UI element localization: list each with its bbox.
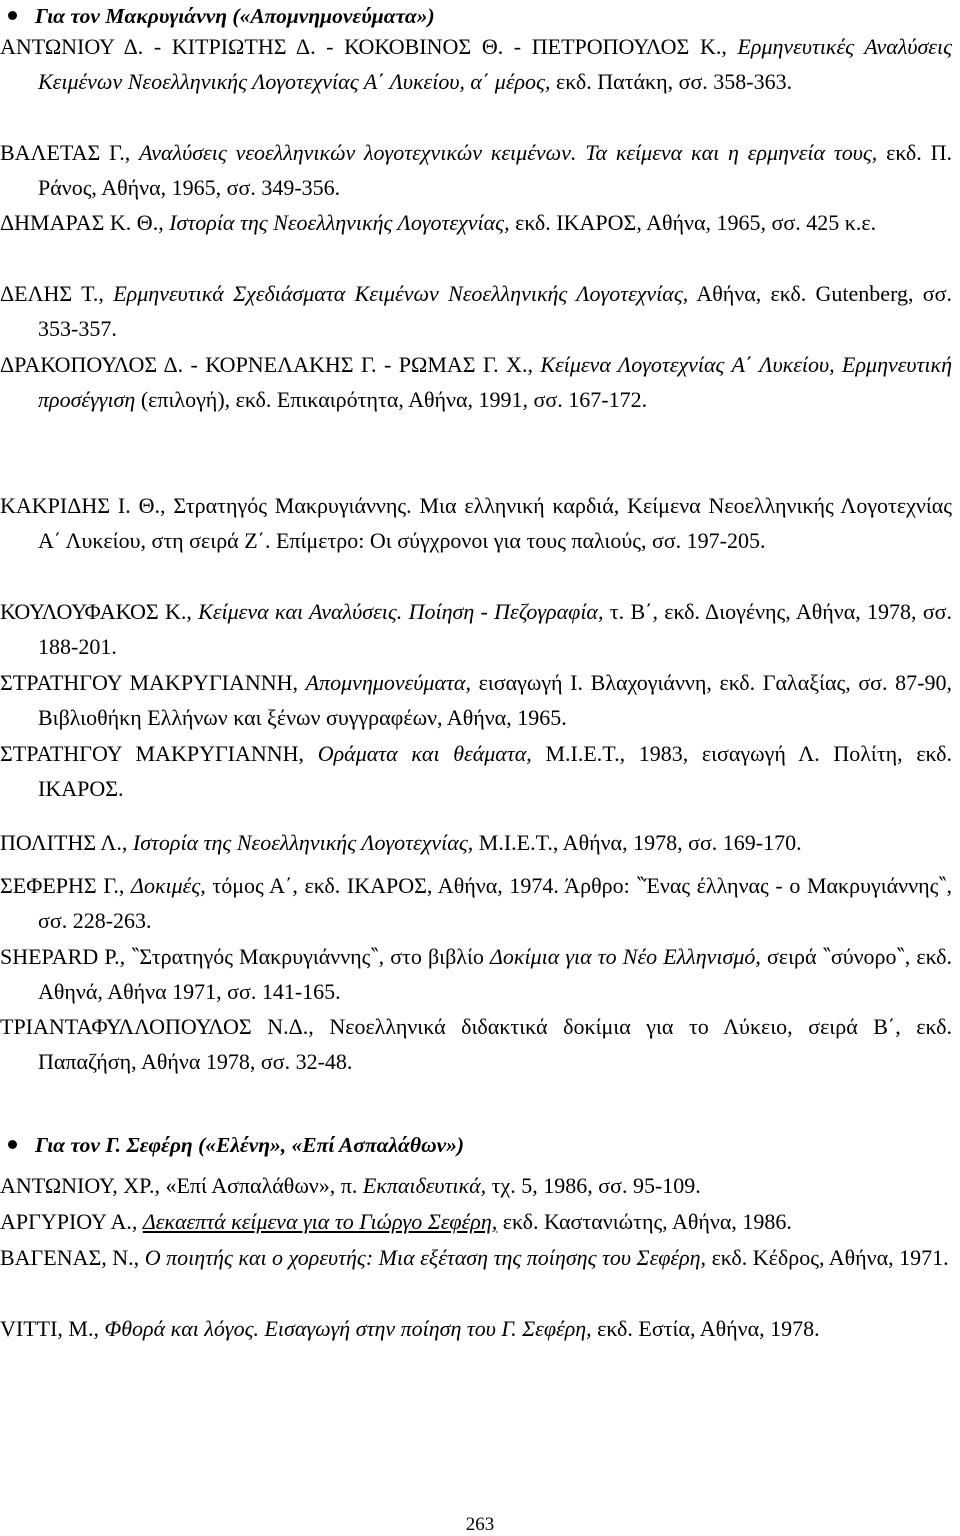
bibliography-entry: ΔΡΑΚΟΠΟΥΛΟΣ Δ. - ΚΟΡΝΕΛΑΚΗΣ Γ. - ΡΩΜΑΣ Γ. Χ., Κείμενα Λογοτεχνίας Α΄ Λυκείου, Ερμηνευτική προσέγγιση (επιλογή), εκδ. Επικαιρότητα, Αθήνα, 1991, σσ. 167-172.: [0, 352, 952, 413]
bibliography-entry: ΑΝΤΩΝΙΟΥ Δ. - ΚΙΤΡΙΩΤΗΣ Δ. - ΚΟΚΟΒΙΝΟΣ Θ. - ΠΕΤΡΟΠΟΥΛΟΣ Κ., Ερμηνευτικές Αναλύσεις Κειμένων Νεοελληνικής Λογοτεχνίας Α΄ Λυκείου, α΄ μέρος, εκδ. Πατάκη, σσ. 358-363.: [0, 34, 953, 95]
bibliography-entry: ΠΟΛΙΤΗΣ Λ., Ιστορία της Νεοελληνικής Λογοτεχνίας, Μ.Ι.Ε.Τ., Αθήνα, 1978, σσ. 169-170.: [0, 830, 802, 855]
page-number: 263: [465, 1514, 495, 1535]
section-heading-makrygiannis: Για τον Μακρυγιάννη («Απομνημονεύματα»): [8, 4, 435, 28]
bibliography-entry: SHEPARD P., ‶Στρατηγός Μακρυγιάννης‶, στο βιβλίο Δοκίμια για το Νέο Ελληνισμό, σειρά ‶σύνορο‶, εκδ. Αθηνά, Αθήνα 1971, σσ. 141-165.: [0, 944, 953, 1005]
bibliography-entry: ΣΤΡΑΤΗΓΟΥ ΜΑΚΡΥΓΙΑΝΝΗ, Απομνημονεύματα, εισαγωγή Ι. Βλαχογιάννη, εκδ. Γαλαξίας, σσ. 87-90, Βιβλιοθήκη Ελλήνων και ξένων συγγραφέων, Αθήνα, 1965.: [0, 670, 952, 731]
bibliography-entry: ΣΕΦΕΡΗΣ Γ., Δοκιμές, τόμος Α΄, εκδ. ΙΚΑΡΟΣ, Αθήνα, 1974. Άρθρο: ‶Ένας έλληνας - ο Μακρυγιάννης‶, σσ. 228-263.: [0, 873, 953, 934]
bibliography-entry: ΒΑΓΕΝΑΣ, Ν., Ο ποιητής και ο χορευτής: Μια εξέταση της ποίησης του Σεφέρη, εκδ. Κέδρος, Αθήνα, 1971.: [0, 1245, 949, 1270]
bibliography-entry: ΔΕΛΗΣ Τ., Ερμηνευτικά Σχεδιάσματα Κειμένων Νεοελληνικής Λογοτεχνίας, Αθήνα, εκδ. Gutenberg, σσ. 353-357.: [0, 281, 952, 342]
bullet-icon: [8, 11, 17, 20]
bibliography-entry: ΤΡΙΑΝΤΑΦΥΛΛΟΠΟΥΛΟΣ Ν.Δ., Νεοελληνικά διδακτικά δοκίμια για το Λύκειο, σειρά Β΄, εκδ. Παπαζήση, Αθήνα 1978, σσ. 32-48.: [0, 1014, 952, 1075]
bibliography-entry: ΑΡΓΥΡΙΟΥ Α., Δεκαεπτά κείμενα για το Γιώργο Σεφέρη, εκδ. Καστανιώτης, Αθήνα, 1986.: [0, 1209, 792, 1234]
bibliography-entry: ΚΑΚΡΙΔΗΣ Ι. Θ., Στρατηγός Μακρυγιάννης. Μια ελληνική καρδιά, Κείμενα Νεοελληνικής Λογοτεχνίας Α΄ Λυκείου, στη σειρά Ζ΄. Επίμετρο: Οι σύγχρονοι για τους παλιούς, σσ. 197-205.: [0, 493, 952, 554]
bibliography-entry: VITTI, M., Φθορά και λόγος. Εισαγωγή στην ποίηση του Γ. Σεφέρη, εκδ. Εστία, Αθήνα, 1978.: [0, 1316, 820, 1341]
bibliography-entry: ΔΗΜΑΡΑΣ Κ. Θ., Ιστορία της Νεοελληνικής Λογοτεχνίας, εκδ. ΙΚΑΡΟΣ, Αθήνα, 1965, σσ. 425 κ.ε.: [0, 210, 877, 235]
bibliography-entry: ΑΝΤΩΝΙΟΥ, ΧΡ., «Επί Ασπαλάθων», π. Εκπαιδευτικά, τχ. 5, 1986, σσ. 95-109.: [0, 1173, 701, 1198]
bullet-icon: [8, 1140, 17, 1149]
bibliography-entry: ΣΤΡΑΤΗΓΟΥ ΜΑΚΡΥΓΙΑΝΝΗ, Οράματα και θεάματα, Μ.Ι.Ε.Τ., 1983, εισαγωγή Λ. Πολίτη, εκδ. ΙΚΑΡΟΣ.: [0, 741, 953, 802]
section-heading-seferis: Για τον Γ. Σεφέρη («Ελένη», «Επί Ασπαλάθων»): [8, 1133, 464, 1157]
bibliography-entry: ΒΑΛΕΤΑΣ Γ., Αναλύσεις νεοελληνικών λογοτεχνικών κειμένων. Τα κείμενα και η ερμηνεία τους, εκδ. Π. Ράνος, Αθήνα, 1965, σσ. 349-356.: [0, 140, 953, 201]
bibliography-entry: ΚΟΥΛΟΥΦΑΚΟΣ Κ., Κείμενα και Αναλύσεις. Ποίηση - Πεζογραφία, τ. Β΄, εκδ. Διογένης, Αθήνα, 1978, σσ. 188-201.: [0, 599, 953, 660]
